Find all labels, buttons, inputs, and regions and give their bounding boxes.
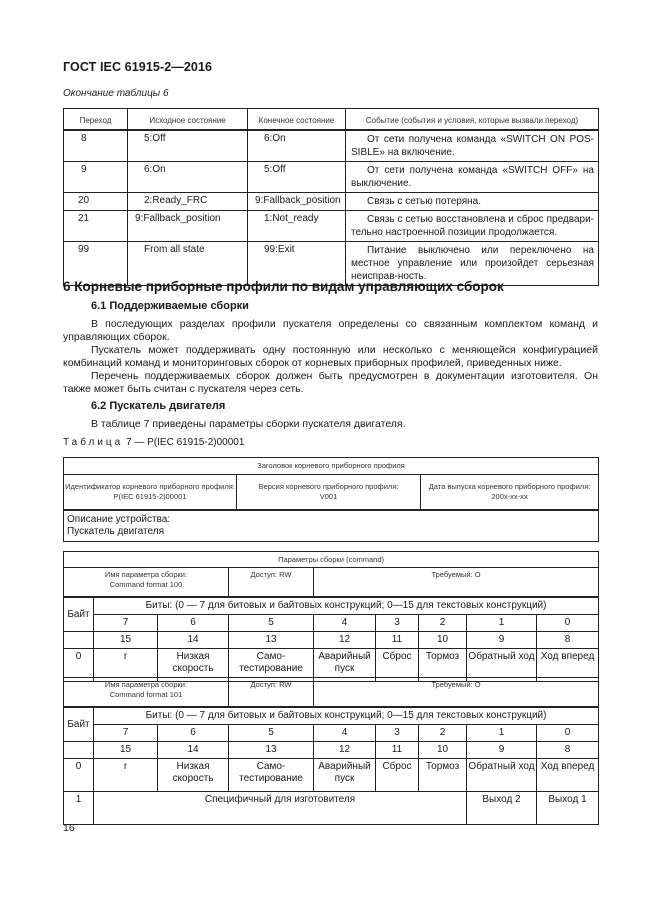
bit-number: 14 — [158, 632, 229, 649]
access-cell: Доступ: RW — [229, 678, 314, 708]
bit-name: Ход вперед — [537, 759, 599, 792]
table-caption-title: 7 — P(IEC 61915-2)00001 — [123, 437, 245, 448]
bit-number: 10 — [419, 742, 467, 759]
to-state-cell: 6:On — [248, 130, 346, 162]
column-header-from-state: Исходное состояние — [128, 109, 248, 131]
transition-cell: 8 — [64, 130, 128, 162]
document-title: ГОСТ IEC 61915-2—2016 — [63, 60, 213, 74]
section-6-2-heading: 6.2 Пускатель двигателя — [91, 400, 226, 412]
access-cell: Доступ: RW — [229, 568, 314, 598]
table-6-end — [63, 108, 599, 286]
bit-number: 3 — [376, 615, 419, 632]
bit-number: 1 — [467, 615, 537, 632]
param-name-value: Command format 100 — [109, 580, 183, 589]
profile-date-label: Дата выпуска корневого приборного профиля: — [428, 482, 591, 491]
bit-number: 7 — [94, 725, 158, 742]
from-state-cell: From all state — [128, 242, 248, 286]
column-header-event: Событие (события и условия, которые вызвали переход) — [346, 109, 599, 131]
event-cell: От сети получена команда «SWITCH ON POS-SIBLE» на включение. — [346, 130, 599, 162]
bit-name: Сброс — [376, 759, 419, 792]
transition-cell: 9 — [64, 162, 128, 193]
bit-number: 11 — [376, 632, 419, 649]
bit-number: 13 — [229, 632, 314, 649]
bits-header: Биты: (0 — 7 для битовых и байтовых конструкций; 0—15 для текстовых конструкций) — [94, 707, 599, 725]
bit-name: Тормоз — [419, 649, 467, 682]
profile-id-cell — [64, 475, 237, 511]
byte-label: Байт — [64, 597, 94, 632]
byte-label: Байт — [64, 707, 94, 742]
column-header-transition: Переход — [64, 109, 128, 131]
table-caption-prefix: Таблица — [63, 437, 124, 448]
bit-name: Сброс — [376, 649, 419, 682]
bit-name: Ход вперед — [537, 649, 599, 682]
bit-number: 15 — [94, 742, 158, 759]
bit-number: 0 — [537, 615, 599, 632]
page-number: 16 — [63, 822, 75, 834]
bit-number: 6 — [158, 725, 229, 742]
from-state-cell: 9:Fallback_position — [128, 211, 248, 242]
param-name-label: Имя параметра сборки: — [104, 680, 188, 689]
bit-name: Обратный ход — [467, 649, 537, 682]
bit-name: Обратный ход — [467, 759, 537, 792]
transition-cell: 20 — [64, 193, 128, 211]
bit-number: 4 — [314, 725, 376, 742]
table-row — [64, 211, 599, 242]
table-row — [64, 193, 599, 211]
column-header-to-state: Конечное состояние — [248, 109, 346, 131]
bit-number: 0 — [537, 725, 599, 742]
bit-number: 6 — [158, 615, 229, 632]
event-cell: От сети получена команда «SWITCH OFF» на выключение. — [346, 162, 599, 193]
byte-number: 0 — [64, 649, 94, 682]
event-cell: Связь с сетью восстановлена и сброс предвари-тельно настроенной позиции продолжается. — [346, 211, 599, 242]
param-name-value: Command format 101 — [109, 690, 183, 699]
param-name-label: Имя параметра сборки: — [104, 570, 188, 579]
profile-date-cell — [421, 475, 599, 511]
bit-name: Аварийный пуск — [314, 759, 376, 792]
bits-header: Биты: (0 — 7 для битовых и байтовых конструкций; 0—15 для текстовых конструкций) — [94, 597, 599, 615]
byte-number: 0 — [64, 759, 94, 792]
bit-number: 13 — [229, 742, 314, 759]
table-7-caption — [63, 437, 244, 448]
bit-number: 14 — [158, 742, 229, 759]
byte-number: 1 — [64, 792, 94, 825]
empty-cell — [64, 632, 94, 649]
from-state-cell: 6:On — [128, 162, 248, 193]
bit-number: 12 — [314, 632, 376, 649]
paragraph-text: Перечень поддерживаемых сборок должен быть предусмотрен в документации изготовителя. Он также может быть считан с пускателя через сеть. — [63, 370, 598, 395]
to-state-cell: 99:Exit — [248, 242, 346, 286]
bit-number: 12 — [314, 742, 376, 759]
to-state-cell: 9:Fallback_position — [248, 193, 346, 211]
paragraph — [63, 370, 598, 396]
profile-id-label: Идентификатор корневого приборного профиля: — [65, 482, 235, 491]
table-6-continuation-caption: Окончание таблицы 6 — [63, 88, 169, 99]
paragraph — [63, 318, 598, 344]
bit-name: Аварийный пуск — [314, 649, 376, 682]
transition-cell: 21 — [64, 211, 128, 242]
from-state-cell: 2:Ready_FRC — [128, 193, 248, 211]
table-row — [64, 162, 599, 193]
section-6-heading: 6 Корневые приборные профили по видам управляющих сборок — [63, 279, 504, 294]
bit-number: 5 — [229, 615, 314, 632]
from-state-cell: 5:Off — [128, 130, 248, 162]
bit-number: 11 — [376, 742, 419, 759]
bit-number: 10 — [419, 632, 467, 649]
profile-version-label: Версия корневого приборного профиля: — [258, 482, 399, 491]
bit-number: 2 — [419, 725, 467, 742]
bit-number: 7 — [94, 615, 158, 632]
param-name-cell — [64, 678, 229, 708]
device-description-cell — [64, 510, 599, 542]
bit-number: 2 — [419, 615, 467, 632]
table-row — [64, 130, 599, 162]
output-1-cell: Выход 1 — [537, 792, 599, 825]
required-cell: Требуемый: O — [314, 678, 599, 708]
bit-number: 1 — [467, 725, 537, 742]
empty-cell — [64, 742, 94, 759]
bit-number: 9 — [467, 632, 537, 649]
event-cell: Питание выключено или переключено на местное управление или произойдет серьезная неисправ-ность. — [346, 242, 599, 286]
vendor-specific-cell: Специфичный для изготовителя — [94, 792, 467, 825]
bit-name: Тормоз — [419, 759, 467, 792]
assembly-params-title: Параметры сборки (command) — [64, 552, 599, 568]
bit-name: r — [94, 759, 158, 792]
profile-version-cell — [237, 475, 421, 511]
bit-number: 4 — [314, 615, 376, 632]
transition-cell: 99 — [64, 242, 128, 286]
profile-header-title: Заголовок корневого приборного профиля — [64, 458, 599, 475]
paragraph — [63, 344, 598, 370]
to-state-cell: 5:Off — [248, 162, 346, 193]
command-format-100-table — [63, 551, 599, 682]
bit-number: 5 — [229, 725, 314, 742]
profile-version-value: V001 — [319, 492, 338, 501]
bit-name: Низкая скорость — [158, 649, 229, 682]
profile-header-table — [63, 457, 599, 542]
table-header-row — [64, 109, 599, 131]
profile-id-value: P(IEC 61915-2)00001 — [113, 492, 187, 501]
bit-number: 3 — [376, 725, 419, 742]
bit-number: 9 — [467, 742, 537, 759]
command-format-101-table — [63, 677, 599, 825]
profile-date-value: 200x-xx-xx — [491, 492, 528, 501]
output-2-cell: Выход 2 — [467, 792, 537, 825]
to-state-cell: 1:Not_ready — [248, 211, 346, 242]
device-description-value: Пускатель двигателя — [67, 526, 164, 537]
bit-name: Само-тестирование — [229, 759, 314, 792]
event-cell: Связь с сетью потеряна. — [346, 193, 599, 211]
bit-name: Само-тестирование — [229, 649, 314, 682]
bit-number: 15 — [94, 632, 158, 649]
device-description-label: Описание устройства: — [67, 514, 171, 525]
bit-number: 8 — [537, 742, 599, 759]
param-name-cell — [64, 568, 229, 598]
paragraph-text: В последующих разделах профили пускателя определены со связанным комплектом команд и управляющих сборок. — [63, 318, 598, 343]
paragraph — [63, 418, 598, 431]
paragraph-text: В таблице 7 приведены параметры сборки пускателя двигателя. — [91, 418, 406, 430]
bit-name: r — [94, 649, 158, 682]
bit-name: Низкая скорость — [158, 759, 229, 792]
section-6-1-heading: 6.1 Поддерживаемые сборки — [91, 300, 249, 312]
required-cell: Требуемый: O — [314, 568, 599, 598]
bit-number: 8 — [537, 632, 599, 649]
paragraph-text: Пускатель может поддерживать одну постоянную или несколько с меняющейся конфигурацией комбинаций команд и мониторинговых сборок от корневых приборных профилей, приведенных ниже. — [63, 344, 598, 369]
